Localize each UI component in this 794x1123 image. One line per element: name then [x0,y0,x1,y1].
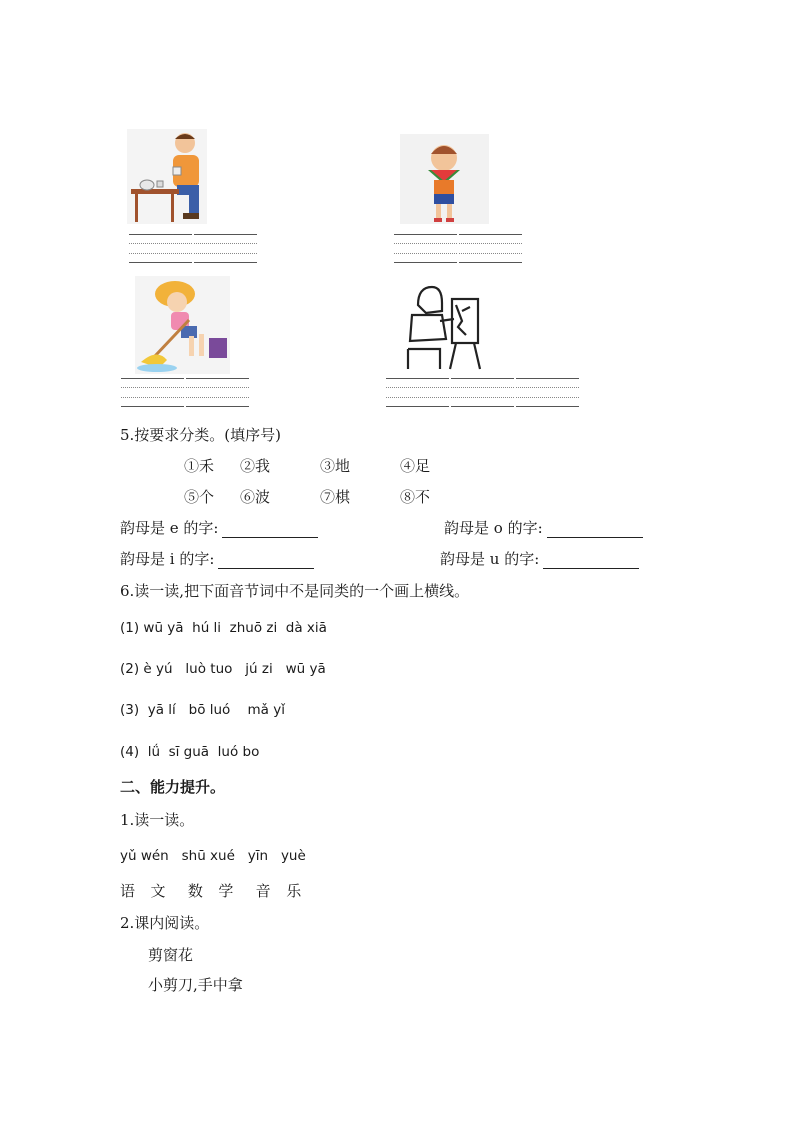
reading-hanzi-line: 语 文 数 学 音 乐 [120,882,304,900]
girl-mopping-image [135,276,230,374]
poem-title: 剪窗花 [148,946,194,964]
reading-pinyin-line: yǔ wén shū xué yīn yuè [120,848,306,864]
man-drinking-tea-image [127,129,207,224]
pinyin-item-4[interactable]: (4) lǘ sī guā luó bo [120,744,260,760]
child-painting-image [400,281,486,371]
boy-eating-watermelon-image [400,134,489,224]
answer-blank-i[interactable] [218,552,314,569]
part2-q1-title: 1.读一读。 [120,811,195,829]
char-option: ⑦棋 [320,488,351,506]
pinyin-grid-4[interactable] [386,378,581,407]
classify-label-u: 韵母是 u 的字: [440,550,540,568]
section6-title: 6.读一读,把下面音节词中不是同类的一个画上横线。 [120,582,470,600]
pinyin-item-1[interactable]: (1) wū yā hú li zhuō zi dà xiā [120,620,327,636]
classify-row-o [444,518,643,538]
classify-label-o: 韵母是 o 的字: [444,519,543,537]
part2-q2-title: 2.课内阅读。 [120,914,210,932]
pinyin-item-2[interactable]: (2) è yú luò tuo jú zi wū yā [120,661,326,677]
char-option: ②我 [240,457,271,475]
answer-blank-o[interactable] [547,521,643,538]
pinyin-grid-3[interactable] [121,378,251,407]
pinyin-grid-2[interactable] [394,234,524,263]
classify-row-u [440,549,639,569]
answer-blank-u[interactable] [543,552,639,569]
answer-blank-e[interactable] [222,521,318,538]
section5-title: 5.按要求分类。(填序号) [120,426,282,444]
char-option: ③地 [320,457,351,475]
classify-label-e: 韵母是 e 的字: [120,519,219,537]
char-option: ⑧不 [400,488,431,506]
part2-title: 二、能力提升。 [120,778,226,796]
poem-line-1: 小剪刀,手中拿 [148,976,243,994]
pinyin-item-3[interactable]: (3) yā lí bō luó mǎ yǐ [120,702,285,718]
char-option: ①禾 [184,457,215,475]
char-option: ⑥波 [240,488,271,506]
classify-row-i [120,549,314,569]
char-option: ⑤个 [184,488,215,506]
classify-row-e [120,518,318,538]
pinyin-grid-1[interactable] [129,234,259,263]
char-option: ④足 [400,457,431,475]
classify-label-i: 韵母是 i 的字: [120,550,215,568]
